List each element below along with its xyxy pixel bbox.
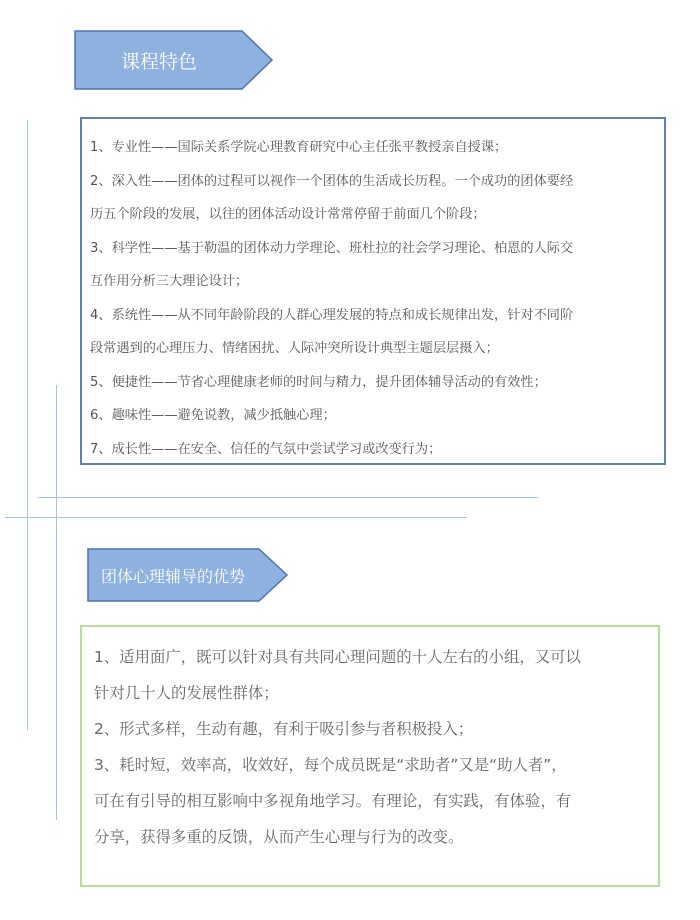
feature-line: 5、便捷性——节省心理健康老师的时间与精力，提升团体辅导活动的有效性；	[90, 374, 547, 390]
section-title: 团体心理辅导的优势	[100, 566, 245, 586]
decor-horizontal-line-top	[38, 497, 538, 498]
section-title-tag	[74, 30, 274, 90]
feature-line: 互作用分析三大理论设计；	[90, 274, 249, 289]
features-box	[80, 117, 666, 465]
feature-line: 3、科学性——基于勒温的团体动力学理论、班杜拉的社会学习理论、柏恩的人际交	[90, 240, 574, 256]
decor-vertical-line-right	[56, 385, 57, 820]
advantage-line: 3、耗时短，效率高，收效好，每个成员既是“求助者”又是“助人者”，	[94, 756, 567, 774]
decor-horizontal-line-bottom	[5, 517, 467, 518]
feature-line: 1、专业性——国际关系学院心理教育研究中心主任张平教授亲自授课；	[90, 140, 508, 155]
section-title-tag	[87, 548, 289, 602]
advantages-box	[80, 625, 660, 887]
feature-line: 7、成长性——在安全、信任的气氛中尝试学习或改变行为；	[90, 441, 442, 457]
feature-line: 2、深入性——团体的过程可以视作一个团体的生活成长历程。一个成功的团体要经	[90, 173, 574, 189]
advantage-line: 针对几十人的发展性群体；	[94, 684, 279, 702]
feature-line: 6、趣味性——避免说教，减少抵触心理；	[90, 408, 336, 423]
decor-vertical-line-left	[27, 120, 28, 730]
feature-line: 4、系统性——从不同年龄阶段的人群心理发展的特点和成长规律出发，针对不同阶	[90, 307, 574, 323]
feature-line: 段常遇到的心理压力、情绪困扰、人际冲突所设计典型主题层层摄入；	[90, 341, 499, 356]
advantage-line: 可在有引导的相互影响中多视角地学习。有理论，有实践，有体验，有	[94, 792, 572, 810]
section-title: 课程特色	[120, 50, 197, 73]
advantage-line: 1、适用面广，既可以针对具有共同心理问题的十人左右的小组，又可以	[94, 648, 581, 666]
feature-line: 历五个阶段的发展，以往的团体活动设计常常停留于前面几个阶段；	[90, 207, 486, 222]
advantage-line: 2、形式多样，生动有趣，有利于吸引参与者积极投入；	[94, 720, 474, 738]
advantage-line: 分享，获得多重的反馈，从而产生心理与行为的改变。	[94, 828, 464, 846]
